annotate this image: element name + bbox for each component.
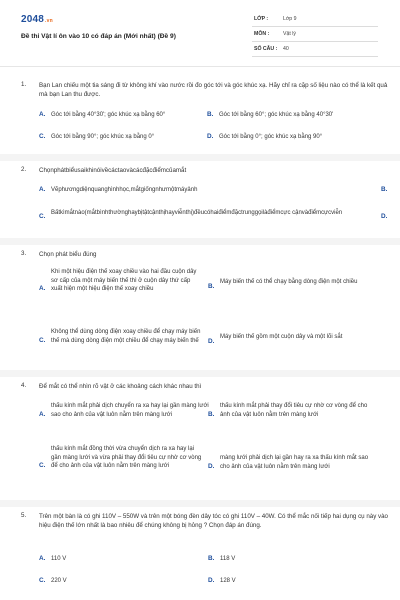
site-logo[interactable] bbox=[21, 14, 53, 25]
question-number: 3. bbox=[21, 250, 27, 257]
meta-key: MÔN : bbox=[254, 31, 270, 37]
meta-row-question-count bbox=[252, 42, 378, 57]
option-text: Góc tới bằng 90°; góc khúc xạ bằng 0° bbox=[51, 134, 155, 140]
option-letter: C. bbox=[39, 577, 46, 584]
option-letter: D. bbox=[208, 338, 215, 345]
option-text: 128 V bbox=[220, 578, 236, 584]
option-text: 118 V bbox=[220, 556, 236, 562]
option-text: Góc tới bằng 60°; góc khúc xạ bằng 40°30' bbox=[219, 112, 334, 118]
option-letter: C. bbox=[39, 133, 46, 140]
question-text: Chọn phát biểu đúng bbox=[39, 251, 97, 258]
section-separator bbox=[0, 500, 400, 507]
question-3 bbox=[21, 250, 391, 362]
meta-value: Lớp 9 bbox=[283, 16, 297, 22]
option-letter: D. bbox=[207, 133, 214, 140]
question-text: Để mắt có thể nhìn rõ vật ở các khoảng cách khác nhau thì bbox=[39, 383, 202, 390]
question-number: 4. bbox=[21, 382, 27, 389]
option-text: thấu kính mắt phải dịch chuyển ra xa hay lại gần màng lưới sao cho ảnh của vật luôn nằm trên màng lưới bbox=[51, 403, 209, 418]
option-text: 220 V bbox=[51, 578, 67, 584]
option-letter: A. bbox=[39, 186, 46, 193]
option-letter: A. bbox=[39, 285, 46, 292]
question-1 bbox=[21, 81, 391, 143]
question-5 bbox=[21, 512, 391, 598]
option-letter: A. bbox=[39, 111, 46, 118]
meta-row-class bbox=[252, 12, 378, 27]
header-divider bbox=[0, 66, 400, 67]
section-separator bbox=[0, 238, 400, 245]
logo-suffix-text: .vn bbox=[45, 18, 53, 24]
option-letter: D. bbox=[208, 463, 215, 470]
option-letter: A. bbox=[39, 411, 46, 418]
option-text: Góc tới bằng 40°30'; góc khúc xạ bằng 60° bbox=[51, 112, 166, 118]
section-separator bbox=[0, 154, 400, 161]
question-number: 1. bbox=[21, 81, 27, 88]
option-text: thấu kính mắt phải thay đổi tiêu cự nhờ cơ vòng để cho ảnh của vật luôn nằm trên màng lưới bbox=[220, 403, 368, 418]
option-letter: B. bbox=[208, 555, 215, 562]
option-text: thấu kính mắt đồng thời vừa chuyển dịch ra xa hay lại gần màng lưới và vừa phải thay đổi tiêu cự nhờ cơ vòng để cho ảnh của vật luôn nằm trên màng lưới bbox=[51, 446, 202, 470]
question-number: 2. bbox=[21, 166, 27, 173]
option-letter: B. bbox=[208, 283, 215, 290]
option-letter: B. bbox=[207, 111, 214, 118]
option-text: Không thể dùng dòng điện xoay chiều để chạy máy biến thế mà dùng dòng điện một chiều để chạy máy biến thế bbox=[51, 329, 201, 344]
question-text: Trên một bàn là có ghi 110V – 550W và trên một bóng đèn dây tóc có ghi 110V – 40W. Có thể mắc nối tiếp hai dụng cụ này vào hiệu điện thế lớn nhất là bao nhiêu để chúng không bị hỏng ? Chọn đáp án đúng. bbox=[39, 513, 389, 529]
meta-value: 40 bbox=[283, 46, 289, 52]
page-title: Đề thi Vật lí ôn vào 10 có đáp án (Mới nhất) (Đề 9) bbox=[21, 33, 176, 40]
option-text: Khi một hiệu điện thế xoay chiều vào hai đầu cuộn dây sơ cấp của một máy biến thế thì ở cuộn dây thứ cấp xuất hiện một hiệu điện thế xoay chiều bbox=[51, 269, 197, 293]
exam-meta-table bbox=[252, 12, 378, 57]
option-text: Vẽphươngdiệnquanghìnhhọc,mắtgiốngnhưmộtmáyảnh bbox=[51, 187, 198, 193]
option-text: màng lưới phải dịch lại gần hay ra xa thấu kính mắt sao cho ảnh của vật luôn nằm trên màng lưới bbox=[220, 455, 369, 470]
question-4 bbox=[21, 382, 391, 498]
question-number: 5. bbox=[21, 512, 27, 519]
option-letter: B. bbox=[208, 411, 215, 418]
document-header bbox=[0, 0, 400, 64]
option-letter: D. bbox=[381, 213, 388, 220]
meta-value: Vật lý bbox=[283, 31, 296, 37]
meta-key: SỐ CÂU : bbox=[254, 46, 278, 52]
option-letter: C. bbox=[39, 462, 46, 469]
option-letter: B. bbox=[381, 186, 388, 193]
option-letter: C. bbox=[39, 213, 46, 220]
question-2 bbox=[21, 166, 391, 230]
option-letter: D. bbox=[208, 577, 215, 584]
option-text: Máy biến thế có thể chạy bằng dòng điện một chiều bbox=[220, 279, 358, 285]
option-letter: C. bbox=[39, 337, 46, 344]
option-text: Bấtkìmắtnào(mắtbìnhthườnghaybịtậtcậnthịhayviễnthị)đềucóhaiđiểmđặctrunggọilàđiểmcực cậnvàđiểmcựcviễn bbox=[51, 210, 343, 216]
logo-main-text: 2048 bbox=[21, 14, 45, 25]
option-text: 110 V bbox=[51, 556, 67, 562]
meta-row-subject bbox=[252, 27, 378, 42]
question-text: Bạn Lan chiếu một tia sáng đi từ không khí vào nước rồi đo góc tới và góc khúc xạ. Hãy chỉ ra cặp số liệu nào có thể là kết quả mà bạn Lan thu được. bbox=[39, 82, 388, 98]
meta-key: LỚP : bbox=[254, 16, 269, 22]
option-letter: A. bbox=[39, 555, 46, 562]
section-separator bbox=[0, 370, 400, 377]
option-text: Góc tới bằng 0°; góc khúc xạ bằng 90° bbox=[219, 134, 323, 140]
question-text: Chọnphátbiểusaikhinóivềcáctaovàcácđặcđiểmcủamắt bbox=[39, 167, 187, 174]
option-text: Máy biến thế gồm một cuộn dây và một lõi sắt bbox=[220, 334, 343, 340]
